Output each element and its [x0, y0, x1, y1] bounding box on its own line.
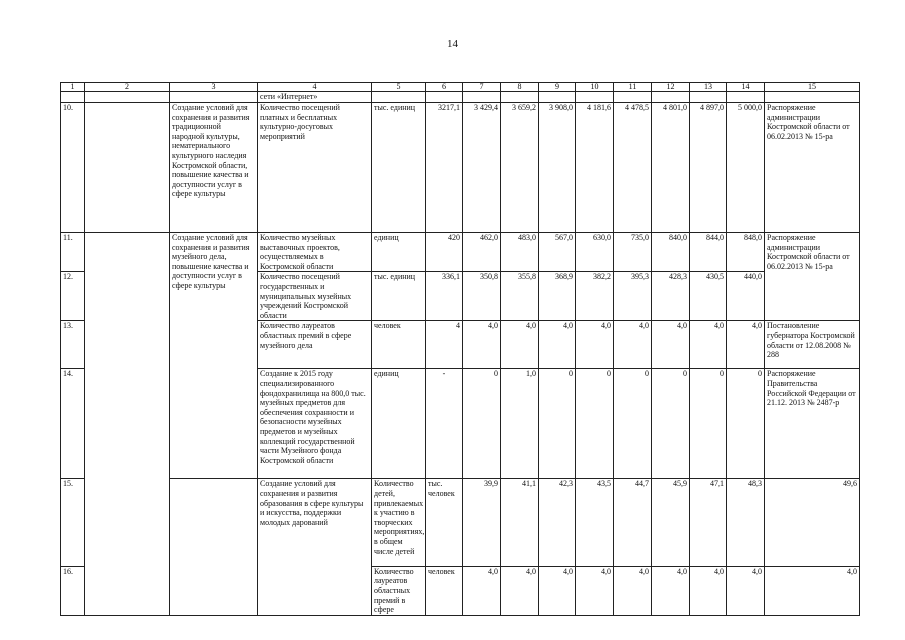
value-cell: 395,3	[614, 272, 652, 321]
basis-cell: Распоряжение администрации Костромской области от 06.02.2013 № 15-ра	[765, 233, 860, 321]
basis-cell: Постановление губернатора Костромской области от 12.08.2008 № 288	[765, 321, 860, 369]
continuation-row	[61, 92, 860, 103]
value-cell: 462,0	[463, 233, 501, 272]
value-cell: 3 659,2	[501, 103, 539, 233]
table-cell	[372, 92, 426, 103]
value-cell: 440,0	[727, 272, 765, 321]
value-cell: 4,0	[539, 321, 576, 369]
table-cell	[690, 92, 727, 103]
value-cell: 4,0	[614, 321, 652, 369]
indicator-cell: Количество лауреатов областных премий в сфере музейного дела	[258, 321, 372, 369]
value-cell: 43,5	[576, 479, 614, 566]
value-cell: 4 478,5	[614, 103, 652, 233]
value-cell: 0	[576, 369, 614, 479]
value-cell: 848,0	[727, 233, 765, 272]
value-cell: 430,5	[690, 272, 727, 321]
table-cell	[652, 92, 690, 103]
header-cell: 8	[501, 83, 539, 92]
table-cell	[426, 92, 463, 103]
value-cell: 49,6	[765, 479, 860, 566]
value-cell: 3217,1	[426, 103, 463, 233]
table-row	[61, 103, 860, 233]
value-cell: 39,9	[463, 479, 501, 566]
header-cell: 5	[372, 83, 426, 92]
value-cell: 382,2	[576, 272, 614, 321]
unit-cell: единиц	[372, 369, 426, 479]
row-number: 16.	[61, 566, 85, 615]
header-cell: 12	[652, 83, 690, 92]
value-cell: 4,0	[690, 566, 727, 615]
value-cell: 4,0	[576, 566, 614, 615]
unit-cell: человек	[372, 321, 426, 369]
basis-cell: Распоряжение Правительства Российской Федерации от 21.12. 2013 № 2487-р	[765, 369, 860, 479]
basis-cell: Распоряжение администрации Костромской области от 06.02.2013 № 15-ра	[765, 103, 860, 233]
value-cell: 630,0	[576, 233, 614, 272]
table-cell	[170, 92, 258, 103]
value-cell: 4,0	[463, 566, 501, 615]
row-number: 14.	[61, 369, 85, 479]
header-cell: 15	[765, 83, 860, 92]
header-cell: 1	[61, 83, 85, 92]
value-cell: 41,1	[501, 479, 539, 566]
indicator-cell: Количество посещений платных и бесплатных культурно-досуговых мероприятий	[258, 103, 372, 233]
table-cell	[614, 92, 652, 103]
table-row	[61, 233, 860, 272]
indicator-cell: Создание к 2015 году специализированного фондохранилища на 800,0 тыс. музейных предметов для обеспечения сохранности и безопасности музейных предметов и музейных коллекций государственной части Музейного фонда Костромской области	[258, 369, 372, 479]
value-cell: 4 897,0	[690, 103, 727, 233]
value-cell: 3 908,0	[539, 103, 576, 233]
value-cell: 4,0	[652, 321, 690, 369]
table-cell	[539, 92, 576, 103]
table-cell	[85, 92, 170, 103]
value-cell: 4,0	[727, 566, 765, 615]
header-cell: 6	[426, 83, 463, 92]
page-number: 14	[447, 38, 458, 50]
goal-cell	[170, 479, 258, 615]
value-cell: 48,3	[727, 479, 765, 566]
row-number: 13.	[61, 321, 85, 369]
value-cell: 4,0	[652, 566, 690, 615]
value-cell: 4 181,6	[576, 103, 614, 233]
table-cell	[501, 92, 539, 103]
value-cell: 3 429,4	[463, 103, 501, 233]
indicator-cell: Количество посещений государственных и муниципальных музейных учреждений Костромской области	[258, 272, 372, 321]
header-cell: 14	[727, 83, 765, 92]
value-cell: 567,0	[539, 233, 576, 272]
indicator-cell: Количество музейных выставочных проектов, осуществляемых в Костромской области	[258, 233, 372, 272]
value-cell: 42,3	[539, 479, 576, 566]
task-cell: Создание условий для сохранения и развития традиционной народной культуры, нематериального культурного наследия Костромской области, повышение качества и доступности услуг в сфере культуры	[170, 103, 258, 233]
header-cell: 13	[690, 83, 727, 92]
value-cell: 4,0	[576, 321, 614, 369]
indicator-cell: Количество лауреатов областных премий в сфере	[372, 566, 426, 615]
header-cell: 2	[85, 83, 170, 92]
value-cell: 4,0	[727, 321, 765, 369]
value-cell: 4,0	[501, 321, 539, 369]
unit-cell: единиц	[372, 233, 426, 272]
value-cell: 368,9	[539, 272, 576, 321]
value-cell: -	[426, 369, 463, 479]
value-cell: 4 801,0	[652, 103, 690, 233]
goal-cell	[85, 103, 170, 233]
continuation-cell: сети «Интернет»	[258, 92, 372, 103]
indicators-table	[60, 82, 860, 616]
unit-cell: человек	[426, 566, 463, 615]
header-row	[61, 83, 860, 92]
task-cell: Создание условий для сохранения и развития образования в сфере культуры и искусства, поддержки молодых дарований	[258, 479, 372, 615]
table-body	[61, 83, 860, 616]
table-cell	[576, 92, 614, 103]
value-cell: 4,0	[690, 321, 727, 369]
value-cell: 355,8	[501, 272, 539, 321]
unit-cell: тыс. человек	[426, 479, 463, 566]
value-cell: 4	[426, 321, 463, 369]
row-number: 10.	[61, 103, 85, 233]
header-cell: 3	[170, 83, 258, 92]
value-cell: 45,9	[652, 479, 690, 566]
value-cell: 0	[463, 369, 501, 479]
table-cell	[727, 92, 765, 103]
value-cell: 350,8	[463, 272, 501, 321]
header-cell: 11	[614, 83, 652, 92]
header-cell: 7	[463, 83, 501, 92]
row-number: 11.	[61, 233, 85, 272]
value-cell: 0	[690, 369, 727, 479]
value-cell: 840,0	[652, 233, 690, 272]
header-cell: 9	[539, 83, 576, 92]
table-cell	[765, 92, 860, 103]
value-cell: 735,0	[614, 233, 652, 272]
value-cell: 844,0	[690, 233, 727, 272]
value-cell: 0	[652, 369, 690, 479]
value-cell: 420	[426, 233, 463, 272]
row-number: 12.	[61, 272, 85, 321]
table-cell	[463, 92, 501, 103]
header-cell: 4	[258, 83, 372, 92]
value-cell: 1,0	[501, 369, 539, 479]
value-cell: 5 000,0	[727, 103, 765, 233]
indicator-cell: Количество детей, привлекаемых к участию в творческих мероприятиях, в общем числе детей	[372, 479, 426, 566]
value-cell: 4,0	[765, 566, 860, 615]
value-cell: 0	[614, 369, 652, 479]
table-cell	[61, 92, 85, 103]
value-cell: 428,3	[652, 272, 690, 321]
header-cell: 10	[576, 83, 614, 92]
value-cell: 4,0	[463, 321, 501, 369]
value-cell: 44,7	[614, 479, 652, 566]
unit-cell: тыс. единиц	[372, 103, 426, 233]
value-cell: 4,0	[539, 566, 576, 615]
value-cell: 4,0	[614, 566, 652, 615]
row-number: 15.	[61, 479, 85, 566]
value-cell: 4,0	[501, 566, 539, 615]
table-row	[61, 479, 860, 566]
value-cell: 336,1	[426, 272, 463, 321]
value-cell: 0	[727, 369, 765, 479]
value-cell: 0	[539, 369, 576, 479]
value-cell: 47,1	[690, 479, 727, 566]
unit-cell: тыс. единиц	[372, 272, 426, 321]
value-cell: 483,0	[501, 233, 539, 272]
goal-cell	[85, 233, 170, 616]
task-cell: Создание условий для сохранения и развития музейного дела, повышение качества и доступности услуг в сфере культуры	[170, 233, 258, 479]
